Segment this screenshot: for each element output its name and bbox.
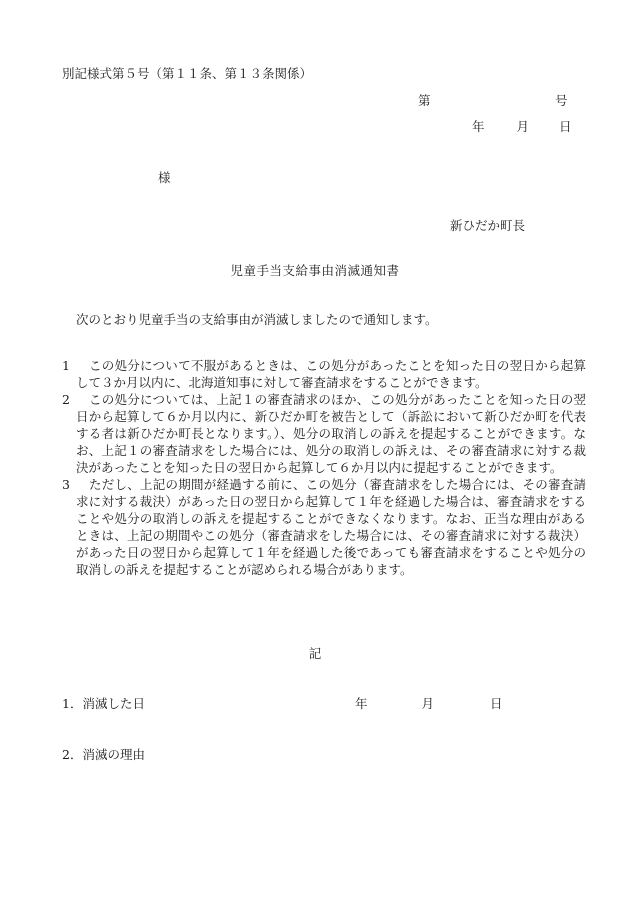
- note-text: ただし、上記の期間が経過する前に、この処分（審査請求をした場合には、その審査請求に対する裁決）があった日の翌日から起算して１年を経過した場合は、審査請求をすることや処分の取消しの訴えを提起することができなくなります。なお、正当な理由があるときは、上記の期間やこの処分（審査請求をした場合には、その審査請求に対する裁決）があった日の翌日から起算して１年を経過した後であっても審査請求をすることや処分の取消しの訴えを提起することが認められる場合があります。: [76, 477, 586, 577]
- issue-date-year: 年: [472, 119, 485, 134]
- extinction-date-month: 月: [421, 696, 435, 711]
- extinction-reason-label: 2．消滅の理由: [62, 747, 145, 762]
- extinction-date: [355, 698, 503, 711]
- note-text: この処分について不服があるときは、この処分があったことを知った日の翌日から起算して３か月以内に、北海道知事に対して審査請求をすることができます。: [76, 358, 586, 390]
- issue-date-month: 月: [516, 119, 530, 134]
- note-number: 1: [62, 358, 70, 373]
- note-text: この処分については、上記１の審査請求のほか、この処分があったことを知った日の翌日から起算して６か月以内に、新ひだか町を被告として（訴訟において新ひだか町を代表する者は新ひだか町長となります。）、処分の取消しの訴えを提起することができます。なお、上記１の審査請求をした場合には、処分の取消しの訴えは、その審査請求に対する裁決があったことを知った日の翌日から起算して６か月以内に提起することができます。: [76, 392, 586, 475]
- extinction-date-day: 日: [490, 696, 503, 711]
- note-item: [62, 391, 592, 476]
- issue-date: [472, 121, 572, 134]
- extinction-date-year: 年: [355, 696, 368, 711]
- intro-text: 次のとおり児童手当の支給事由が消滅しましたので通知します。: [76, 312, 438, 327]
- form-identifier: 別記様式第５号（第１１条、第１３条関係）: [62, 66, 313, 81]
- recipient-honorific: 様: [158, 170, 171, 185]
- document-title: 児童手当支給事由消滅通知書: [230, 263, 400, 278]
- ki-heading: 記: [308, 646, 322, 661]
- note-number: 3: [62, 477, 70, 492]
- note-item: [62, 357, 592, 391]
- issuer: 新ひだか町長: [450, 218, 526, 233]
- document-number-suffix: 号: [555, 93, 568, 108]
- issue-date-day: 日: [559, 119, 572, 134]
- extinction-date-label: 1．消滅した日: [62, 696, 145, 711]
- note-number: 2: [62, 392, 70, 407]
- note-item: [62, 476, 592, 578]
- document-number-prefix: 第: [418, 93, 431, 108]
- appeal-notes: [62, 357, 592, 578]
